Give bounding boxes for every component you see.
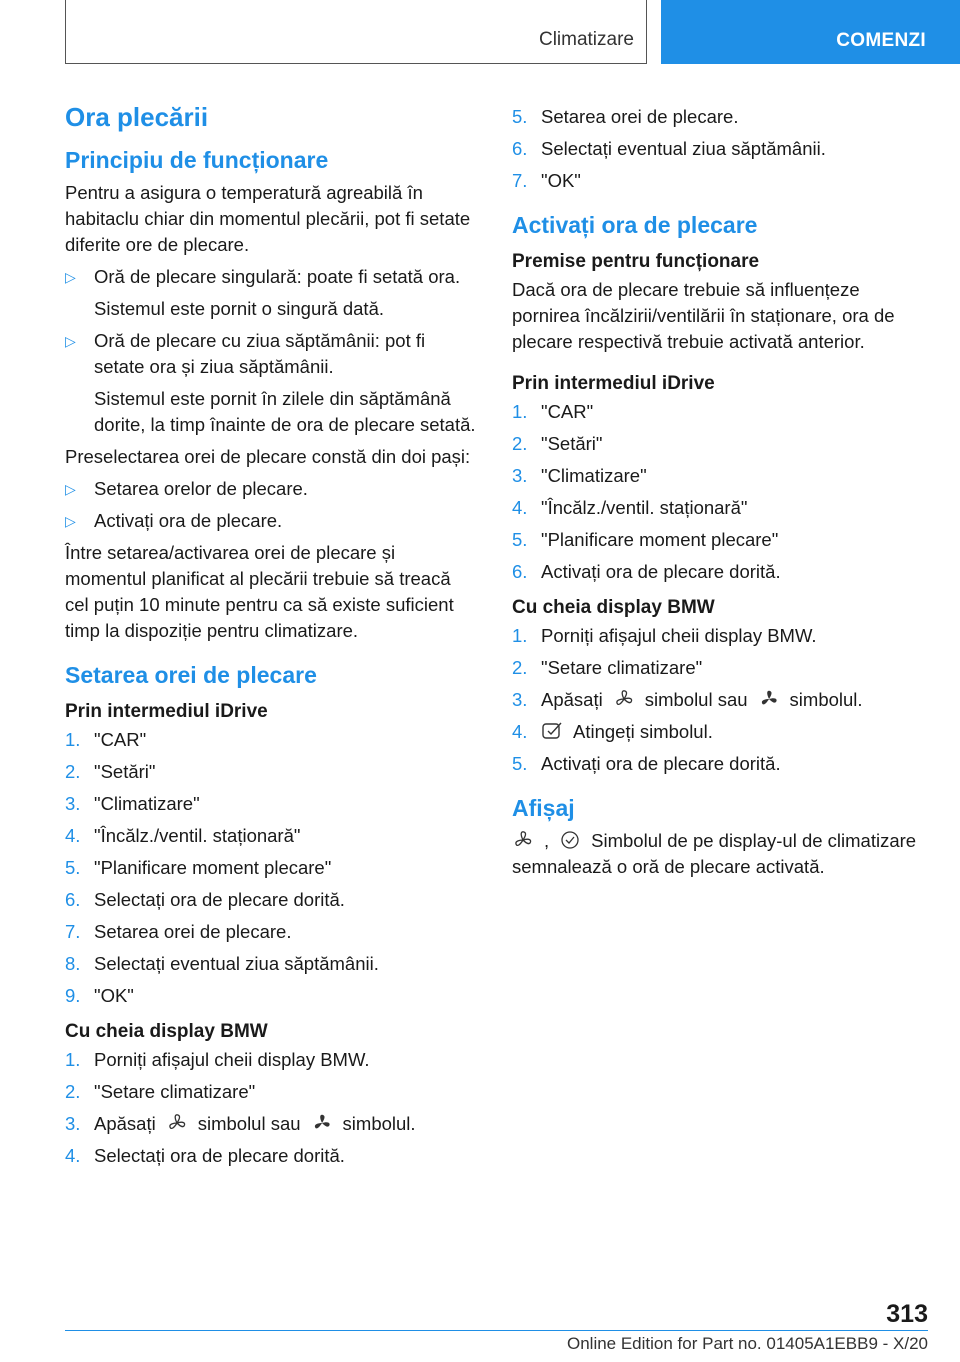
key-heading: Cu cheia display BMW bbox=[512, 597, 715, 618]
step-item: 5. "Planificare moment plecare" bbox=[65, 857, 332, 878]
clock-check-icon bbox=[559, 830, 581, 850]
principle-bullets bbox=[65, 264, 479, 438]
prereq-heading: Premise pentru funcționare bbox=[512, 251, 760, 272]
bullet-text: Oră de plecare singulară: poate fi setată ora. bbox=[94, 266, 461, 287]
principle-heading: Principiu de funcționare bbox=[65, 147, 329, 173]
step-item: 1. "CAR" bbox=[512, 401, 594, 422]
key-heading: Cu cheia display BMW bbox=[65, 1021, 268, 1042]
header-title-box bbox=[65, 0, 647, 64]
bullet-text: Oră de plecare cu ziua săptămânii: pot fi setate ora și ziua săptămânii. bbox=[94, 330, 426, 377]
step-item: 3. "Climatizare" bbox=[512, 465, 647, 486]
step-item: 3. "Climatizare" bbox=[65, 793, 200, 814]
key-steps bbox=[65, 1047, 479, 1169]
preselect-steps bbox=[65, 476, 479, 534]
step-item: 5. Setarea orei de plecare. bbox=[512, 106, 739, 127]
triangle-bullet-icon: ▷ bbox=[65, 513, 76, 529]
continued-steps bbox=[512, 104, 926, 194]
bullet-text: Setarea orelor de plecare. bbox=[94, 478, 308, 499]
fan-icon bbox=[512, 830, 534, 850]
step-item: 4. "Încălz./ventil. staționară" bbox=[512, 497, 748, 518]
key-activate-steps bbox=[512, 623, 926, 777]
header-title: Climatizare bbox=[538, 29, 634, 50]
step-item: 4. Selectați ora de plecare dorită. bbox=[65, 1145, 345, 1166]
principle-intro: Pentru a asigura o temperatură agreabilă în habitaclu chiar din momentul plecării, pot fi setate diferite ore de plecare. bbox=[65, 182, 471, 255]
header-tab[interactable] bbox=[661, 0, 960, 64]
fan-icon bbox=[166, 1113, 188, 1133]
bullet-item bbox=[65, 328, 479, 438]
idrive-heading: Prin intermediul iDrive bbox=[512, 373, 715, 394]
bullet-item bbox=[65, 264, 479, 322]
step-item: 6. Activați ora de plecare dorită. bbox=[512, 561, 781, 582]
step-item: 1. "CAR" bbox=[65, 729, 147, 750]
check-box-icon bbox=[541, 721, 563, 741]
step-item: 7. "OK" bbox=[512, 170, 581, 191]
step-item: 4. "Încălz./ventil. staționară" bbox=[65, 825, 301, 846]
preselect-text: Preselectarea orei de plecare constă din doi pași: bbox=[65, 446, 471, 467]
step-item: 3. Apăsați simbolul sau simbolul. bbox=[65, 1113, 416, 1134]
left-column bbox=[65, 98, 479, 1179]
idrive-activate-steps bbox=[512, 399, 926, 585]
fan-max-icon bbox=[758, 689, 780, 709]
step-item: 3. Apăsați simbolul sau simbolul. bbox=[512, 689, 863, 710]
triangle-bullet-icon: ▷ bbox=[65, 269, 76, 285]
setting-heading: Setarea orei de plecare bbox=[65, 662, 317, 688]
bullet-subtext: Sistemul este pornit în zilele din săptămână dorite, la timp înainte de ora de plecare setată. bbox=[94, 388, 476, 435]
footer-divider bbox=[65, 1330, 928, 1331]
header-tab-label: COMENZI bbox=[836, 30, 926, 51]
idrive-steps bbox=[65, 727, 479, 1009]
step-item: 9. "OK" bbox=[65, 985, 134, 1006]
idrive-heading: Prin intermediul iDrive bbox=[65, 701, 268, 722]
step-item: 7. Setarea orei de plecare. bbox=[65, 921, 292, 942]
section-title: Ora plecării bbox=[65, 102, 209, 132]
prereq-text: Dacă ora de plecare trebuie să influențeze pornirea încălzirii/ventilării în staționare, ora de plecare respectivă trebuie activată anterior. bbox=[512, 279, 895, 352]
bullet-item bbox=[65, 476, 479, 502]
step-item: 5. "Planificare moment plecare" bbox=[512, 529, 779, 550]
page-number: 313 bbox=[886, 1300, 928, 1328]
fan-icon bbox=[613, 689, 635, 709]
bullet-item bbox=[65, 508, 479, 534]
bullet-text: Activați ora de plecare. bbox=[94, 510, 283, 531]
right-column bbox=[512, 104, 926, 886]
display-heading: Afișaj bbox=[512, 795, 575, 821]
display-text: , Simbolul de pe display-ul de climatizare semnalează o oră de plecare activată. bbox=[512, 830, 917, 877]
activate-heading: Activați ora de plecare bbox=[512, 212, 758, 238]
step-item: 5. Activați ora de plecare dorită. bbox=[512, 753, 781, 774]
step-item: 2. "Setare climatizare" bbox=[512, 657, 703, 678]
step-item: 6. Selectați ora de plecare dorită. bbox=[65, 889, 345, 910]
step-item: 2. "Setări" bbox=[512, 433, 603, 454]
step-item: 1. Porniți afișajul cheii display BMW. bbox=[65, 1049, 370, 1070]
step-item: 4. Atingeți simbolul. bbox=[512, 721, 713, 742]
step-item: 8. Selectați eventual ziua săptămânii. bbox=[65, 953, 379, 974]
edition-text: Online Edition for Part no. 01405A1EBB9 - X/20 bbox=[566, 1334, 928, 1353]
fan-max-icon bbox=[311, 1113, 333, 1133]
timing-note: Între setarea/activarea orei de plecare și momentul planificat al plecării trebuie să treacă cel puțin 10 minute pentru ca să existe suficient timp la dispoziție pentru climatizare. bbox=[65, 542, 454, 641]
step-item: 1. Porniți afișajul cheii display BMW. bbox=[512, 625, 817, 646]
triangle-bullet-icon: ▷ bbox=[65, 333, 76, 349]
bullet-subtext: Sistemul este pornit o singură dată. bbox=[94, 298, 384, 319]
step-item: 2. "Setări" bbox=[65, 761, 156, 782]
step-item: 6. Selectați eventual ziua săptămânii. bbox=[512, 138, 826, 159]
triangle-bullet-icon: ▷ bbox=[65, 481, 76, 497]
step-item: 2. "Setare climatizare" bbox=[65, 1081, 256, 1102]
